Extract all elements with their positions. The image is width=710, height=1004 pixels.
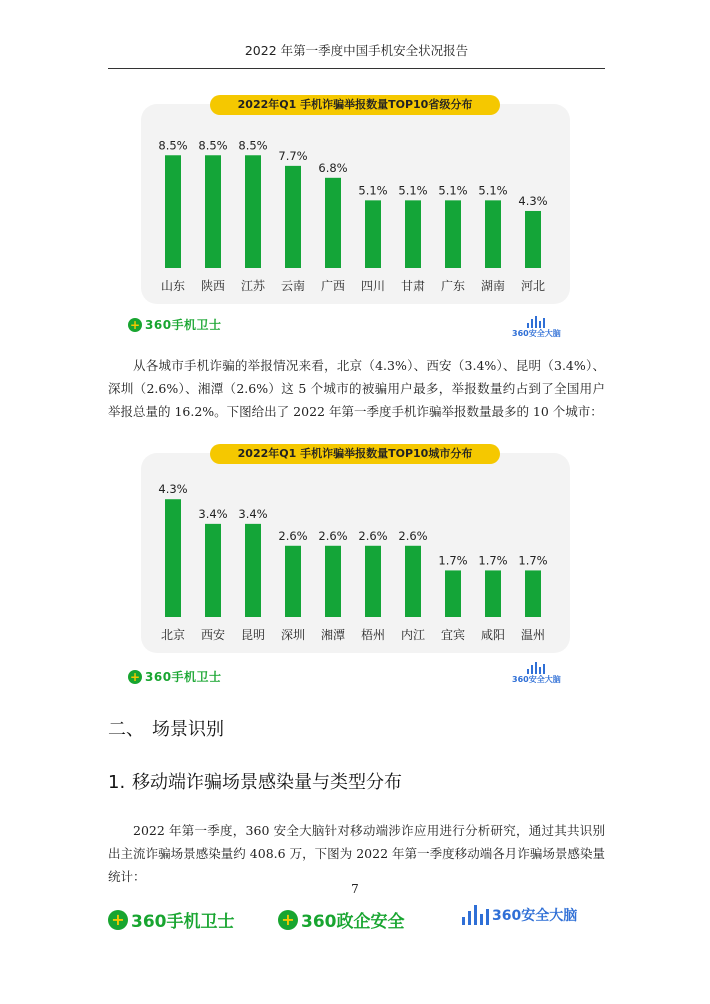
bar-value-label: 2.6% — [398, 528, 428, 543]
page-number: 7 — [351, 882, 359, 896]
scene-intro-paragraph: 2022 年第一季度，360 安全大脑针对移动端涉诈应用进行分析研究，通过其共识别出主流诈骗场景感染量约 408.6 万，下图为 2022 年第一季度移动端各月诈骗场景感染量统计： — [108, 823, 605, 884]
section-number: 二、 — [108, 719, 144, 740]
page-header — [108, 34, 605, 69]
bar-value-label: 4.3% — [518, 193, 548, 208]
category-label: 北京 — [160, 628, 186, 642]
plus-shield-icon: + — [278, 910, 298, 930]
bar-value-label: 5.1% — [438, 183, 468, 198]
subsection-title-text: 移动端诈骗场景感染量与类型分布 — [132, 772, 402, 793]
city-intro-paragraph: 从各城市手机诈骗的举报情况来看，北京（4.3%）、西安（3.4%）、昆明（3.4%）、深圳（2.6%）、湘潭（2.6%）这 5 个城市的被骗用户最多，举报数量约占到了全国用户举报总量的 16.2%。下图给出了 2022 年第一季度手机诈骗举报数量最多的 10 个城市： — [108, 358, 605, 419]
chart-bar — [205, 524, 221, 617]
bar-value-label: 1.7% — [438, 553, 468, 568]
category-label: 广西 — [320, 279, 346, 293]
category-label: 梧州 — [360, 628, 386, 642]
bar-value-label: 5.1% — [398, 183, 428, 198]
chart-bar — [285, 166, 301, 268]
category-label: 西安 — [200, 628, 226, 642]
category-label: 陕西 — [200, 279, 226, 293]
category-label: 湖南 — [480, 279, 506, 293]
category-label: 河北 — [520, 279, 546, 293]
chart2-brand-row — [0, 662, 710, 684]
category-label: 山东 — [160, 279, 186, 293]
bar-value-label: 8.5% — [158, 138, 188, 153]
category-label: 内江 — [400, 628, 426, 642]
category-label: 咸阳 — [480, 628, 506, 642]
footer-gov-logo: 360政企安全 — [301, 912, 405, 932]
bar-value-label: 2.6% — [358, 528, 388, 543]
chart-bar — [525, 570, 541, 617]
section-title-text: 场景识别 — [152, 719, 224, 740]
chart-bar — [445, 200, 461, 268]
chart-bar — [365, 546, 381, 617]
guard-logo-text: 360手机卫士 — [145, 670, 222, 684]
chart-bar — [165, 155, 181, 268]
category-label: 昆明 — [240, 628, 266, 642]
city-chart-title: 2022年Q1 手机诈骗举报数量TOP10城市分布 — [210, 444, 500, 464]
plus-shield-icon: + — [129, 669, 141, 684]
subsection-heading — [108, 768, 402, 794]
bar-value-label: 5.1% — [358, 183, 388, 198]
footer-brain-logo: 360安全大脑 — [492, 908, 578, 924]
plus-shield-icon: + — [129, 317, 141, 332]
bar-value-label: 5.1% — [478, 183, 508, 198]
chart-bar — [205, 155, 221, 268]
bar-value-label: 1.7% — [518, 553, 548, 568]
bar-value-label: 7.7% — [278, 148, 308, 163]
bar-value-label: 8.5% — [198, 138, 228, 153]
category-label: 广东 — [440, 279, 466, 293]
report-title: 2022 年第一季度中国手机安全状况报告 — [244, 43, 469, 58]
chart-bar — [165, 499, 181, 617]
bar-value-label: 8.5% — [238, 138, 268, 153]
province-bar-chart — [141, 104, 570, 304]
chart-bar — [365, 200, 381, 268]
chart-bar — [445, 570, 461, 617]
sound-wave-icon — [462, 905, 489, 925]
section-heading — [108, 715, 224, 741]
chart-bar — [405, 546, 421, 617]
bar-value-label: 3.4% — [238, 506, 268, 521]
bar-value-label: 6.8% — [318, 160, 348, 175]
category-label: 江苏 — [240, 279, 266, 293]
chart-bar — [245, 524, 261, 617]
category-label: 温州 — [520, 628, 546, 642]
footer-logos — [0, 903, 710, 933]
category-label: 宜宾 — [440, 628, 466, 642]
category-label: 湘潭 — [320, 628, 346, 642]
chart-bar — [325, 546, 341, 617]
subsection-number: 1. — [108, 772, 126, 793]
bar-value-label: 1.7% — [478, 553, 508, 568]
bar-value-label: 2.6% — [278, 528, 308, 543]
province-chart-title: 2022年Q1 手机诈骗举报数量TOP10省级分布 — [210, 95, 500, 115]
category-label: 云南 — [280, 279, 306, 293]
chart-bar — [525, 211, 541, 268]
chart-bar — [485, 570, 501, 617]
category-label: 四川 — [360, 279, 386, 293]
plus-shield-icon: + — [108, 910, 128, 930]
chart-bar — [405, 200, 421, 268]
category-label: 甘肃 — [400, 279, 426, 293]
bar-value-label: 2.6% — [318, 528, 348, 543]
bar-value-label: 4.3% — [158, 482, 188, 497]
chart-bar — [325, 178, 341, 268]
chart-bar — [245, 155, 261, 268]
sound-wave-icon — [527, 662, 545, 674]
city-bar-chart — [141, 453, 570, 653]
brain-logo-text: 360安全大脑 — [512, 675, 561, 684]
sound-wave-icon — [527, 316, 545, 328]
chart-bar — [285, 546, 301, 617]
chart-bar — [485, 200, 501, 268]
guard-logo-text: 360手机卫士 — [145, 318, 222, 332]
footer-guard-logo: 360手机卫士 — [131, 912, 235, 932]
chart1-brand-row — [0, 316, 710, 338]
bar-value-label: 3.4% — [198, 506, 228, 521]
category-label: 深圳 — [280, 628, 306, 642]
brain-logo-text: 360安全大脑 — [512, 329, 561, 338]
